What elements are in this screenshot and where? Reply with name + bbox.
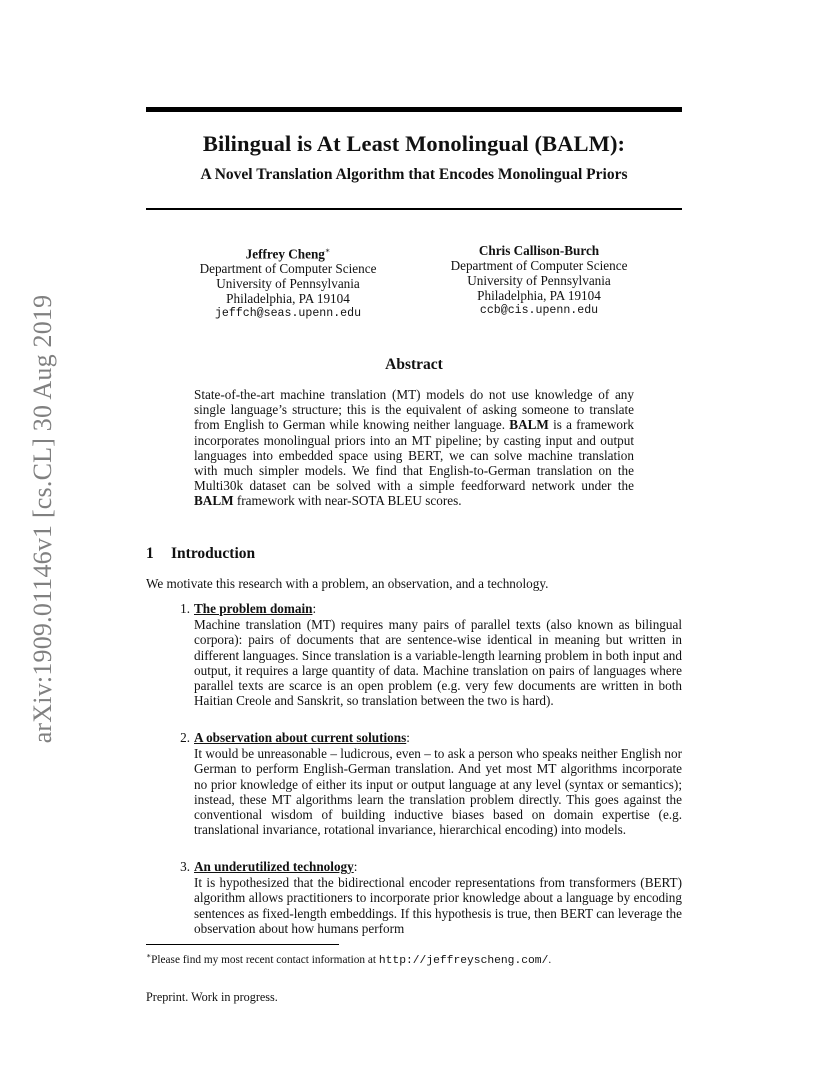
list-item-heading: The problem domain (194, 601, 313, 616)
intro-paragraph: We motivate this research with a problem, an observation, and a technology. (146, 576, 549, 591)
title-bottom-rule (146, 208, 682, 210)
list-item-body: It is hypothesized that the bidirectional encoder representations from transformers (BERT) algorithm allows practitioners to incorporate prior knowledge about a language by encoding sentences as fixed-length embeddings. If this hypothesis is true, then BERT can leverage the observation about how humans perform (194, 875, 682, 936)
author-univ: University of Pennsylvania (216, 276, 360, 292)
section-number: 1 (146, 545, 154, 562)
list-item-body: Machine translation (MT) requires many pairs of parallel texts (also known as bilingual corpora): pairs of documents that are sentence-wise identical in meaning but written in different languages. Since translation is a variable-length learning problem in both input and output, it requires a large quantity of data. Machine translation on pairs of languages where parallel texts are scarce is an open problem (e.g. very few documents are written in both Haitian Creole and Sanskrit, so translation between the two is hard). (194, 617, 682, 709)
author-dept: Department of Computer Science (199, 261, 377, 277)
list-item (162, 730, 682, 837)
list-item-colon: : (406, 730, 410, 745)
author-city: Philadelphia, PA 19104 (477, 288, 601, 303)
paper-subtitle: A Novel Translation Algorithm that Encodes Monolingual Priors (200, 166, 628, 183)
list-item-colon: : (312, 601, 317, 616)
balm-term: BALM (509, 417, 549, 433)
balm-term: BALM (194, 493, 234, 509)
list-item-number: 1. (180, 601, 190, 616)
list-item-number: 3. (180, 859, 190, 874)
abstract-part: is a framework incorporates monolingual priors into an MT pipeline; by casting input and output languages into embedded space using BERT, we can solve machine translation with much simpler models. We find that English-to-German translation on the Multi30k dataset can be solved with a simple feedforward network under the (194, 417, 634, 494)
list-item-number: 2. (180, 730, 190, 745)
footnote-end: . (548, 953, 552, 966)
author-name: Chris Callison-Burch (478, 243, 600, 258)
footnote-mark: ∗ (146, 951, 152, 960)
list-item-colon: : (353, 859, 358, 874)
author-block-1 (188, 243, 388, 321)
preprint-note: Preprint. Work in progress. (146, 990, 278, 1004)
author-email[interactable]: jeffch@seas.upenn.edu (214, 307, 362, 321)
list-item (162, 601, 682, 708)
title-top-rule (146, 107, 682, 112)
list-item-body: It would be unreasonable – ludicrous, even – to ask a person who speaks neither English nor German to perform English-German translation. And yet most MT algorithms incorporate no prior knowledge of either its input or output language at any level (syntax or semantics); instead, these MT algorithms learn the translation problem directly. This goes against the conventional wisdom of building inductive biases based on domain expertise (e.g. translational invariance, rotational invariance, hierarchical encoding) into models. (194, 746, 682, 838)
author-footnote-mark: ∗ (324, 246, 331, 255)
section-title: Introduction (171, 545, 256, 562)
section-heading (146, 545, 255, 563)
author-univ: University of Pennsylvania (467, 273, 611, 288)
abstract-part: State-of-the-art machine translation (MT) models do not use knowledge of any single language’s structure; this is the equivalent of asking someone to translate from English to German while knowing neither language. (194, 387, 634, 433)
abstract-part: framework with near-SOTA BLEU scores. (233, 493, 462, 509)
list-item-heading: An underutilized technology (194, 859, 354, 874)
list-item (162, 859, 682, 936)
arxiv-stamp: arXiv:1909.01146v1 [cs.CL] 30 Aug 2019 (28, 294, 57, 744)
footnote-text: Please find my most recent contact information at (151, 953, 379, 966)
author-block-2 (438, 243, 640, 318)
abstract-text (194, 387, 634, 509)
author-dept: Department of Computer Science (450, 258, 628, 273)
author-email[interactable]: ccb@cis.upenn.edu (479, 304, 599, 317)
footnote-rule (146, 944, 339, 945)
list-item-heading: A observation about current solutions (194, 730, 407, 745)
author-name: Jeffrey Cheng (245, 246, 325, 262)
footnote (146, 949, 551, 968)
abstract-heading: Abstract (385, 356, 443, 373)
footnote-link[interactable]: http://jeffreyscheng.com/ (378, 954, 549, 967)
author-city: Philadelphia, PA 19104 (226, 291, 350, 307)
paper-title: Bilingual is At Least Monolingual (BALM): (202, 131, 626, 156)
